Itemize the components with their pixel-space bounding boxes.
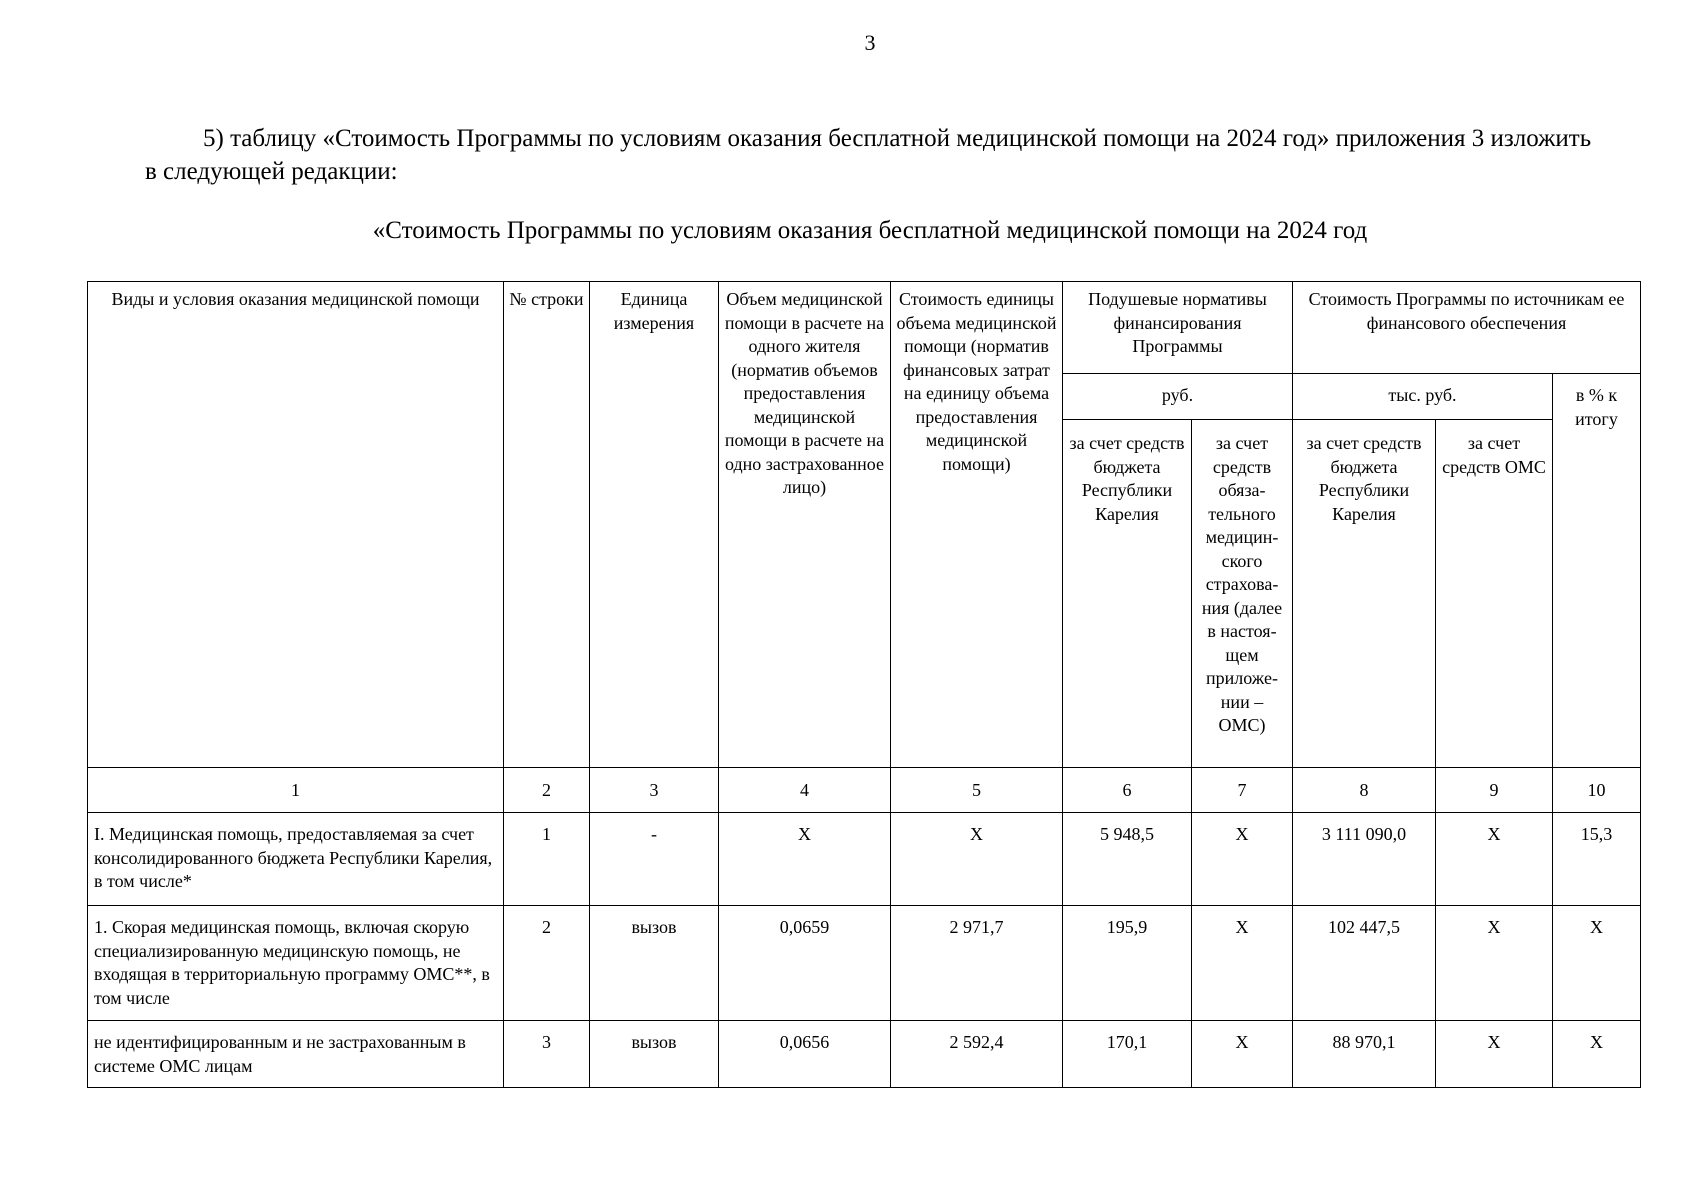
row-volume: 0,0656 [719, 1021, 891, 1088]
column-number-row [88, 768, 1641, 813]
row-cost-oms: X [1436, 1021, 1553, 1088]
column-number: 2 [504, 768, 590, 813]
column-number: 1 [88, 768, 504, 813]
row-percent: 15,3 [1553, 813, 1641, 906]
page-number: 3 [864, 30, 876, 55]
header-volume-per-resident: Объем медицинской помощи в расчете на одного жителя (норматив объемов предоставления медицинской помощи в расчете на одно застрахованное лицо) [719, 282, 891, 768]
column-number: 6 [1063, 768, 1192, 813]
column-number: 4 [719, 768, 891, 813]
cost-table [87, 281, 1641, 1088]
row-cost-budget: 3 111 090,0 [1293, 813, 1436, 906]
row-pc-budget: 170,1 [1063, 1021, 1192, 1088]
row-pc-budget: 5 948,5 [1063, 813, 1192, 906]
table-title: «Стоимость Программы по условиям оказания бесплатной медицинской помощи на 2024 год [372, 217, 1368, 244]
header-line-number: № строки [504, 282, 590, 768]
table-row [88, 906, 1641, 1021]
column-number: 3 [590, 768, 719, 813]
column-number: 7 [1192, 768, 1293, 813]
header-cost-oms: за счет средств ОМС [1436, 420, 1553, 768]
row-unit-cost: 2 971,7 [891, 906, 1063, 1021]
header-pc-budget: за счет средств бюджета Республики Карелия [1063, 420, 1192, 768]
row-name: 1. Скорая медицинская помощь, включая скорую специализированную медицинскую помощь, не входящая в территориальную программу ОМС**, в том числе [88, 906, 504, 1021]
header-thousand-rub: тыс. руб. [1293, 374, 1553, 420]
row-volume: X [719, 813, 891, 906]
row-unit: вызов [590, 906, 719, 1021]
header-rub: руб. [1063, 374, 1293, 420]
column-number: 8 [1293, 768, 1436, 813]
column-number: 9 [1436, 768, 1553, 813]
row-unit: - [590, 813, 719, 906]
header-percent-of-total: в % к итогу [1553, 374, 1641, 768]
row-unit-cost: 2 592,4 [891, 1021, 1063, 1088]
row-pc-oms: X [1192, 813, 1293, 906]
header-unit: Единица измерения [590, 282, 719, 768]
row-cost-oms: X [1436, 906, 1553, 1021]
intro-paragraph: 5) таблицу «Стоимость Программы по условиям оказания бесплатной медицинской помощи на 2024 год» приложения 3 изложить в следующей редакции: [145, 125, 1592, 185]
row-pc-oms: X [1192, 1021, 1293, 1088]
header-pc-oms: за счет средств обяза-тельного медицин-ского страхова-ния (далее в настоя-щем приложе-нии – ОМС) [1192, 420, 1293, 768]
row-line-number: 1 [504, 813, 590, 906]
row-percent: X [1553, 1021, 1641, 1088]
column-number: 5 [891, 768, 1063, 813]
row-line-number: 3 [504, 1021, 590, 1088]
table-row [88, 813, 1641, 906]
header-per-capita-norms: Подушевые нормативы финансирования Программы [1063, 282, 1293, 374]
header-row-1 [88, 282, 1641, 374]
row-unit-cost: X [891, 813, 1063, 906]
row-cost-budget: 88 970,1 [1293, 1021, 1436, 1088]
row-line-number: 2 [504, 906, 590, 1021]
row-volume: 0,0659 [719, 906, 891, 1021]
table-row [88, 1021, 1641, 1088]
row-cost-oms: X [1436, 813, 1553, 906]
row-name: I. Медицинская помощь, предоставляемая за счет консолидированного бюджета Республики Карелия, в том числе* [88, 813, 504, 906]
row-pc-budget: 195,9 [1063, 906, 1192, 1021]
row-percent: X [1553, 906, 1641, 1021]
row-unit: вызов [590, 1021, 719, 1088]
row-pc-oms: X [1192, 906, 1293, 1021]
row-cost-budget: 102 447,5 [1293, 906, 1436, 1021]
column-number: 10 [1553, 768, 1641, 813]
header-kinds-conditions: Виды и условия оказания медицинской помощи [88, 282, 504, 768]
header-cost-budget: за счет средств бюджета Республики Карелия [1293, 420, 1436, 768]
header-cost-by-source: Стоимость Программы по источникам ее финансового обеспечения [1293, 282, 1641, 374]
row-name: не идентифицированным и не застрахованным в системе ОМС лицам [88, 1021, 504, 1088]
header-unit-cost: Стоимость единицы объема медицинской помощи (норматив финансовых затрат на единицу объема предоставления медицинской помощи) [891, 282, 1063, 768]
